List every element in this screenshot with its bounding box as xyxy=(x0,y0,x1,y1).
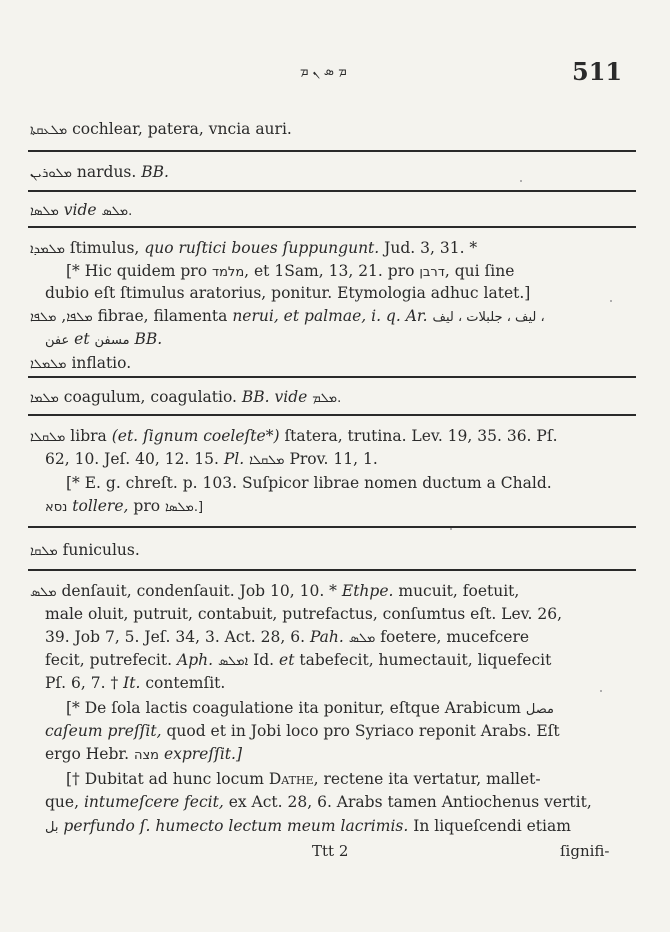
syriac-ref: ܡܠܣ. xyxy=(101,204,133,219)
note: [* Hic quidem pro מלמד, et 1Sam, 13, 21. pro דרבן, qui ſine xyxy=(66,262,515,280)
entry-cont: 39. Job 7, 5. Jeſ. 34, 3. Act. 28, 6. Pah. ܡܠܣ foetere, mucefcere xyxy=(45,628,530,646)
note: [† Dubitat ad hunc locum Dathe, rectene ita vertatur, mallet- xyxy=(66,770,541,788)
entry: ܡܠܩܠܐ libra (et. ſignum coeleſte*) ſtatera, trutina. Lev. 19, 35. 36. Pſ. xyxy=(30,427,558,445)
note: [* E. g. chreſt. p. 103. Suſpicor librae nomen ductum a Chald. xyxy=(66,474,552,492)
syriac-headword: ܡܠܡܕܐ xyxy=(30,242,65,257)
note: נסא tollere, pro ܡܠܣܐ.] xyxy=(45,497,204,515)
paper-speck xyxy=(450,528,452,530)
divider xyxy=(28,190,636,192)
entry-cont: male oluit, putruit, contabuit, putrefactus, conſumtus eſt. Lev. 26, xyxy=(45,605,563,623)
entry-cont: Pſ. 6, 7. † It. contemſit. xyxy=(45,674,226,692)
entry: ܡܠܡܠܐ inflatio. xyxy=(30,354,132,372)
note: [* De ſola lactis coagulatione ita ponitur, eſtque Arabicum مصل xyxy=(66,699,554,717)
gloss: cochlear, patera, vncia auri. xyxy=(72,120,292,138)
paper-speck xyxy=(600,690,602,692)
entry xyxy=(30,120,646,140)
entry xyxy=(30,201,646,221)
page-number: 511 xyxy=(572,57,623,86)
divider xyxy=(28,376,636,378)
entry: ܡܠܡܕܐ ſtimulus, quo ruſtici boues ſuppungunt. Jud. 3, 31. * xyxy=(30,239,478,257)
entry-cont: fecit, putrefecit. Aph. ܐܡܠܣ Id. et tabefecit, humectauit, liquefecit xyxy=(45,651,552,669)
entry-cont: 62, 10. Jeſ. 40, 12. 15. Pl. ܡܠܩܠܐ Prov. 11, 1. xyxy=(45,450,378,468)
syriac-headword: ܡܠܥܩܬܐ xyxy=(30,123,68,138)
divider xyxy=(28,526,636,528)
entry: ܡܠܣ denſauit, condenſauit. Job 10, 10. * Ethpe. mucuit, foetuit, xyxy=(30,582,520,600)
paper-speck xyxy=(520,180,522,182)
entry: ܡܠܡܐ coagulum, coagulatio. BB. vide ܡܠܡ. xyxy=(30,388,342,406)
entry-cont: عفن et مسفن BB. xyxy=(45,330,163,348)
vide: vide xyxy=(63,201,97,219)
running-head: ܡ ܣ ܢ ܡ xyxy=(300,64,347,79)
entry: ܡܠܩܐ funiculus. xyxy=(30,541,140,559)
paper-speck xyxy=(610,300,612,302)
note: بل perfundo ſ. humecto lectum meum lacrimis. In liqueſcendi etiam xyxy=(45,817,571,835)
gloss: nardus. xyxy=(76,163,137,181)
source: BB. xyxy=(141,163,169,181)
divider xyxy=(28,569,636,571)
catchword: ſignifi- xyxy=(560,842,610,860)
signature-mark: Ttt 2 xyxy=(312,842,349,860)
entry xyxy=(30,163,646,183)
divider xyxy=(28,414,636,416)
syriac-headword: ܡܠܘܪܝܢ xyxy=(30,166,72,181)
note: que, intumeſcere fecit, ex Act. 28, 6. Arabs tamen Antiochenus vertit, xyxy=(45,793,592,811)
divider xyxy=(28,226,636,228)
note: caſeum preſſit, quod et in Jobi loco pro Syriaco reponit Arabs. Eſt xyxy=(45,722,560,740)
note: ergo Hebr. מצה expreſſit.] xyxy=(45,745,242,763)
divider xyxy=(28,150,636,152)
note: dubio eſt ſtimulus aratorius, ponitur. Etymologia adhuc latet.] xyxy=(45,284,531,302)
syriac-headword: ܡܠܣܐ xyxy=(30,204,59,219)
entry: ܡܠܦܐ, ܡܠܦܐ fibrae, filamenta nerui, et palmae, i. q. Ar. ليف ، جلبلات ، ليف ، xyxy=(30,307,545,325)
